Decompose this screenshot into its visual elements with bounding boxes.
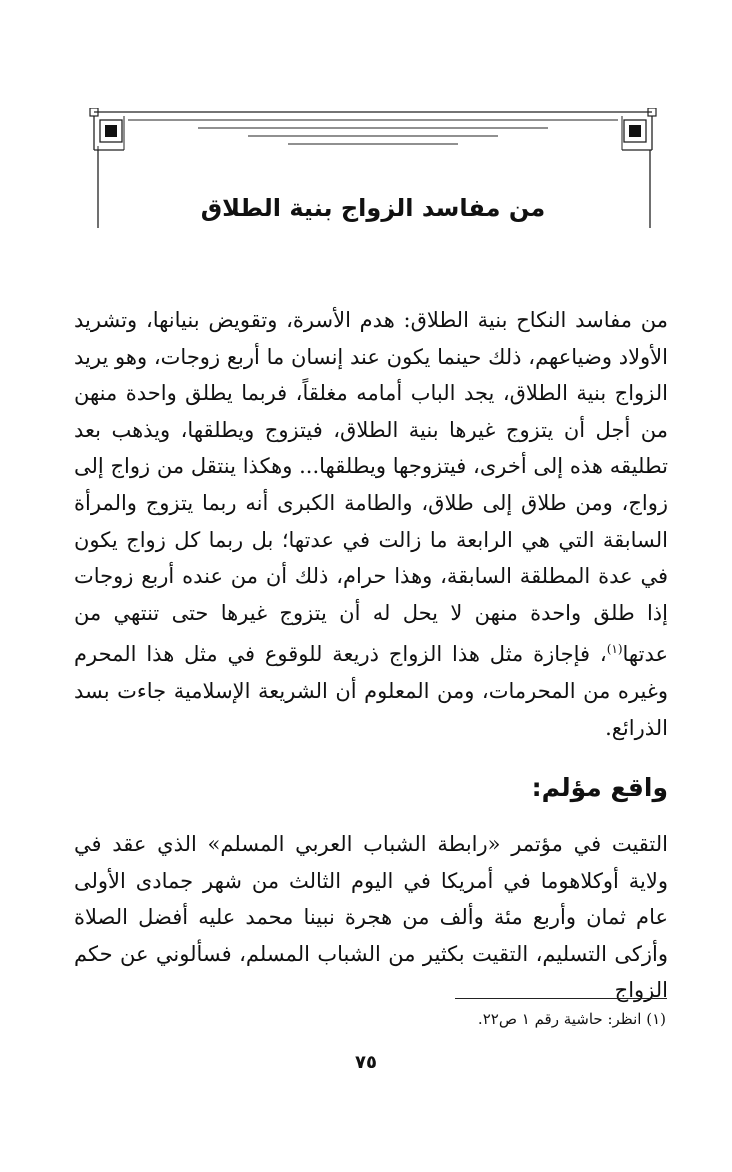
footnote-reference: (١) bbox=[606, 642, 623, 657]
page-number: ٧٥ bbox=[355, 1052, 377, 1073]
chapter-title-frame bbox=[88, 108, 658, 238]
chapter-title: من مفاسد الزواج بنية الطلاق bbox=[200, 194, 546, 222]
footnote: (١) انظر: حاشية رقم ١ ص٢٢. bbox=[477, 1010, 666, 1028]
paragraph-1-end: ، فإجازة مثل هذا الزواج ذريعة للوقوع في مثل هذا المحرم وغيره من المحرمات، ومن المعلوم أن الشريعة الإسلامية جاءت بسد الذرائع. bbox=[74, 642, 668, 740]
section-subheading: واقع مؤلم: bbox=[531, 773, 668, 802]
paragraph-1-text: من مفاسد النكاح بنية الطلاق: هدم الأسرة، وتقويض بنيانها، وتشريد الأولاد وضياعهم، ذلك حينما يكون عند إنسان ما أربع زوجات، وهو يريد الزواج بنية الطلاق، يجد الباب أمامه مغلقاً، فربما يطلق واحدة منهن من أجل أن يتزوج غيرها بنية الطلاق، فيتزوج ويطلقها، ويذهب بعد تطليقه هذه إلى أخرى، فيتزوجها ويطلقها... وهكذا ينتقل من زواج إلى زواج، ومن طلاق إلى طلاق، والطامة الكبرى أنه ربما يتزوج والمرأة السابقة التي هي الرابعة ما زالت في عدتها؛ بل ربما كل زواج يكون في عدة المطلقة السابقة، وهذا حرام، ذلك أن من عنده أربع زوجات إذا طلق واحدة منهن لا يحل له أن يتزوج غيرها حتى تنتهي من عدتها bbox=[74, 308, 668, 667]
paragraph-2: التقيت في مؤتمر «رابطة الشباب العربي المسلم» الذي عقد في ولاية أوكلاهوما في أمريكا في اليوم الثالث من شهر جمادى الأولى عام ثمان وأربع مئة وألف من هجرة نبينا محمد عليه أفضل الصلاة وأزكى التسليم، التقيت بكثير من الشباب المسلم، فسألوني عن حكم الزواج bbox=[74, 832, 668, 1003]
paragraph-1 bbox=[74, 302, 668, 746]
footnote-divider bbox=[455, 998, 667, 999]
